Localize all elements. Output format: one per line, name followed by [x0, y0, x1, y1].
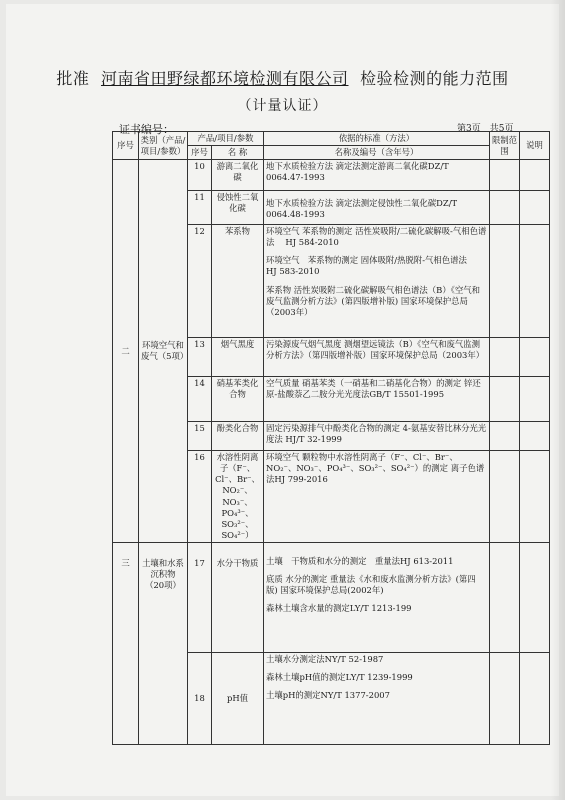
limit-cell [490, 191, 520, 225]
limit-cell [490, 377, 520, 422]
note-cell [520, 160, 550, 191]
limit-cell [490, 652, 520, 744]
limit-cell [490, 422, 520, 451]
item-name: 苯系物 [212, 225, 264, 338]
standard-text: 底质 水分的测定 重量法《水和废水监测分析方法》(第四版) 国家环境保护总局(2002年) [266, 574, 476, 596]
item-name: 水溶性阴离子（F⁻、Cl⁻、Br⁻、NO₂⁻、NO₃⁻、PO₄³⁻、SO₃²⁻、SO₄²⁻） [212, 451, 264, 543]
header-note: 说明 [520, 132, 550, 160]
item-no: 14 [188, 377, 212, 422]
group-category: 土壤和水系沉积物（20项） [139, 542, 188, 744]
page-number: 第3页 共5页 [457, 124, 514, 134]
item-no: 17 [188, 542, 212, 652]
standard-cell [264, 191, 490, 225]
title-suffix: 检验检测的能力范围 [360, 69, 509, 88]
standard-text: 土壤水分测定法NY/T 52-1987 [266, 653, 384, 664]
limit-cell [490, 225, 520, 338]
note-cell [520, 542, 550, 652]
standard-cell [264, 338, 490, 377]
header-limit: 限制范围 [490, 132, 520, 160]
standard-text: 环境空气 苯系物的测定 固体吸附/热脱附-气相色谱法 HJ 583-2010 [266, 255, 478, 277]
note-cell [520, 191, 550, 225]
certificate-number-label: 证书编号： [119, 123, 174, 136]
document-subtitle: （计量认证） [237, 98, 328, 114]
header-standard-group: 依据的标准（方法） [264, 132, 490, 146]
header-item-no: 序号 [188, 146, 212, 160]
header-item-group: 产品/项目/参数 [188, 132, 264, 146]
standard-text: 环境空气 颗粒物中水溶性阴离子（F⁻、Cl⁻、Br⁻、NO₂⁻、NO₃⁻、PO₄³⁻、SO₃²⁻、SO₄²⁻）的测定 离子色谱法HJ 799-2016 [266, 452, 485, 485]
item-name: 游离二氧化碳 [212, 160, 264, 191]
note-cell [520, 225, 550, 338]
standard-cell [264, 377, 490, 422]
note-cell [520, 377, 550, 422]
group-seq: 二 [113, 160, 139, 543]
standard-cell [264, 542, 490, 652]
item-no: 18 [188, 652, 212, 744]
item-no: 10 [188, 160, 212, 191]
standard-text: 地下水质检验方法 滴定法测定游离二氧化碳DZ/T 0064.47-1993 [266, 161, 449, 183]
standard-text: 苯系物 活性炭吸附二硫化碳解吸气相色谱法（B）《空气和废气监测分析方法》(第四版增补版) 国家环境保护总局（2003年） [266, 284, 480, 317]
item-no: 16 [188, 451, 212, 543]
item-no: 12 [188, 225, 212, 338]
standard-text: 森林土壤pH值的测定LY/T 1239-1999 [266, 672, 413, 683]
table-header-row [113, 132, 550, 146]
standard-cell [264, 652, 490, 744]
standard-cell [264, 451, 490, 543]
organization-name: 河南省田野绿都环境检测有限公司 [100, 69, 349, 88]
standard-text: 地下水质检验方法 滴定法测定侵蚀性二氧化碳DZ/T 0064.48-1993 [266, 198, 458, 220]
item-name: pH值 [212, 652, 264, 744]
header-seq: 序号 [113, 132, 139, 160]
standard-cell [264, 422, 490, 451]
limit-cell [490, 451, 520, 543]
item-no: 13 [188, 338, 212, 377]
standard-text: 土壤 干物质和水分的测定 重量法HJ 613-2011 [266, 555, 454, 566]
standard-text: 土壤pH的测定NY/T 1377-2007 [266, 690, 390, 701]
standard-cell [264, 225, 490, 338]
group-category: 环境空气和废气（5项） [139, 160, 188, 543]
table-row [113, 160, 550, 191]
note-cell [520, 422, 550, 451]
group-seq: 三 [113, 542, 139, 744]
header-category: 类别（产品/项目/参数） [139, 132, 188, 160]
header-item-name: 名 称 [212, 146, 264, 160]
header-standard-sub: 名称及编号（含年号） [264, 146, 490, 160]
capability-table [112, 131, 550, 745]
standard-text: 森林土壤含水量的测定LY/T 1213-199 [266, 603, 412, 614]
item-name: 硝基苯类化合物 [212, 377, 264, 422]
item-name: 烟气黑度 [212, 338, 264, 377]
limit-cell [490, 542, 520, 652]
title-prefix: 批准 [56, 69, 90, 88]
standard-text: 污染源废气烟气黑度 测烟望远镜法（B）《空气和废气监测分析方法》（第四版增补版）国家环境保护总局（2003年） [266, 339, 485, 361]
standard-text: 固定污染源排气中酚类化合物的测定 4-氨基安替比林分光光度法 HJ/T 32-1999 [266, 423, 487, 445]
note-cell [520, 338, 550, 377]
item-name: 侵蚀性二氧化碳 [212, 191, 264, 225]
note-cell [520, 451, 550, 543]
item-no: 15 [188, 422, 212, 451]
item-no: 11 [188, 191, 212, 225]
limit-cell [490, 160, 520, 191]
note-cell [520, 652, 550, 744]
limit-cell [490, 338, 520, 377]
item-name: 水分干物质 [212, 542, 264, 652]
page-edge-shadow [551, 0, 565, 800]
standard-cell [264, 160, 490, 191]
table-row [113, 542, 550, 652]
standard-text: 环境空气 苯系物的测定 活性炭吸附/二硫化碳解吸-气相色谱法 HJ 584-2010 [266, 226, 487, 248]
document-title [0, 66, 565, 89]
standard-text: 空气质量 硝基苯类（一硝基和二硝基化合物）的测定 锌还原-盐酸萘乙二胺分光光度法GB/T 15501-1995 [266, 378, 481, 400]
item-name: 酚类化合物 [212, 422, 264, 451]
